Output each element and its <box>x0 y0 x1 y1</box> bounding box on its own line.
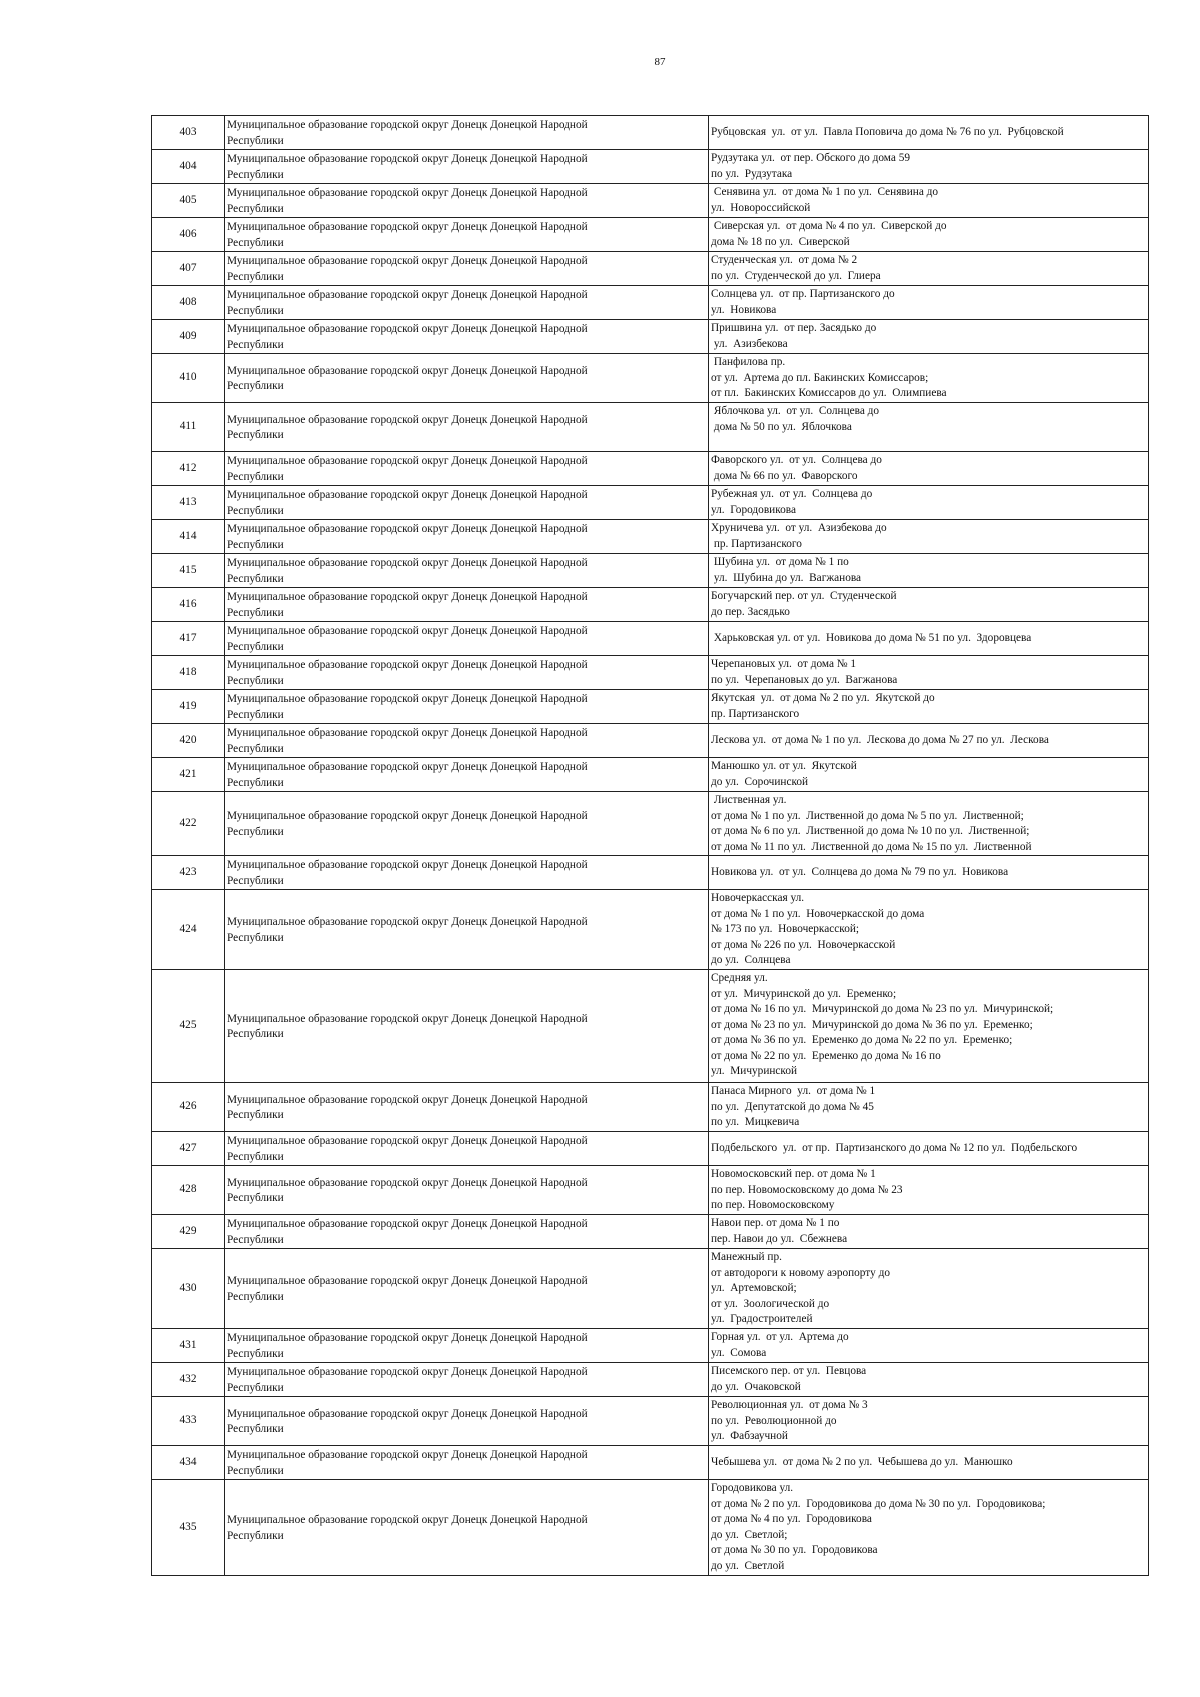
municipality-line: Муниципальное образование городской округ Донецк Донецкой Народной <box>227 1407 588 1420</box>
street-section-cell <box>709 1083 1149 1132</box>
street-section-cell <box>709 1132 1149 1166</box>
municipality-line: Республики <box>227 1192 284 1204</box>
municipality-line: Республики <box>227 1347 284 1360</box>
municipality-line: Муниципальное образование городской округ Донецк Донецкой Народной <box>227 455 588 467</box>
street-section-line: по ул. Депутатской до дома № 45 <box>711 1100 874 1113</box>
municipality-cell <box>225 1363 709 1397</box>
street-section-cell <box>709 1480 1149 1576</box>
municipality-line: Муниципальное образование городской округ Донецк Донецкой Народной <box>227 221 588 233</box>
municipality-cell <box>225 286 709 320</box>
municipality-line: Муниципальное образование городской округ Донецк Донецкой Народной <box>227 1093 588 1106</box>
street-section-line: Революционная ул. от дома № 3 <box>711 1399 868 1411</box>
row-number: 415 <box>152 554 225 588</box>
street-section-line: до ул. Солнцева <box>711 954 791 966</box>
street-section-line: ул. Новороссийской <box>711 201 811 214</box>
street-section-cell <box>709 520 1149 554</box>
street-section-line: дома № 50 по ул. Яблочкова <box>711 420 852 433</box>
municipality-cell <box>225 554 709 588</box>
municipality-cell <box>225 724 709 758</box>
table-row <box>152 286 1149 320</box>
municipality-line: Республики <box>227 1464 284 1477</box>
street-section-line: ул. Фабзаучной <box>711 1430 788 1442</box>
municipality-cell <box>225 856 709 890</box>
street-section-line: Хруничева ул. от ул. Азизбекова до <box>711 522 887 534</box>
street-section-line: Средняя ул. <box>711 972 768 984</box>
street-section-line: ул. Новикова <box>711 303 777 316</box>
street-section-line: от дома № 1 по ул. Лиственной до дома № 5 по ул. Лиственной; <box>711 809 1024 822</box>
municipality-line: Муниципальное образование городской округ Донецк Донецкой Народной <box>227 1332 588 1344</box>
municipality-line: Муниципальное образование городской округ Донецк Донецкой Народной <box>227 523 588 535</box>
street-section-line: от дома № 1 по ул. Новочеркасской до дома <box>711 907 925 920</box>
street-section-line: от дома № 30 по ул. Городовикова <box>711 1544 878 1556</box>
municipality-line: Республики <box>227 572 284 585</box>
street-section-cell <box>709 354 1149 403</box>
municipality-line: Муниципальное образование городской округ Донецк Донецкой Народной <box>227 1275 588 1287</box>
street-section-cell <box>709 218 1149 252</box>
municipality-cell <box>225 1446 709 1480</box>
municipality-line: Муниципальное образование городской округ Донецк Донецкой Народной <box>227 916 588 928</box>
street-section-cell <box>709 588 1149 622</box>
municipality-line: Муниципальное образование городской округ Донецк Донецкой Народной <box>227 153 588 165</box>
street-section-line: от ул. Зоологической до <box>711 1297 830 1310</box>
street-section-cell <box>709 758 1149 792</box>
municipality-line: Муниципальное образование городской округ Донецк Донецкой Народной <box>227 557 588 569</box>
street-section-line: Черепановых ул. от дома № 1 <box>711 658 857 670</box>
municipality-line: Муниципальное образование городской округ Донецк Донецкой Народной <box>227 859 588 871</box>
street-section-line: ул. Градостроителей <box>711 1313 813 1325</box>
street-section-line: по пер. Новомосковскому <box>711 1199 835 1211</box>
street-section-line: по ул. Революционной до <box>711 1414 837 1427</box>
table-row <box>152 970 1149 1083</box>
table-row <box>152 856 1149 890</box>
table-row <box>152 1166 1149 1215</box>
street-section-cell <box>709 1446 1149 1480</box>
street-section-line: до ул. Светлой <box>711 1559 785 1572</box>
street-section-line: Городовикова ул. <box>711 1482 794 1494</box>
row-number: 406 <box>152 218 225 252</box>
table-row <box>152 1446 1149 1480</box>
table-row <box>152 1215 1149 1249</box>
street-section-line: Рубежная ул. от ул. Солнцева до <box>711 488 873 500</box>
street-section-line: Чебышева ул. от дома № 2 по ул. Чебышева до ул. Манюшко <box>711 1455 1013 1468</box>
municipality-cell <box>225 1329 709 1363</box>
street-section-line: дома № 66 по ул. Фаворского <box>711 469 858 482</box>
municipality-line: Республики <box>227 429 284 441</box>
municipality-line: Муниципальное образование городской округ Донецк Донецкой Народной <box>227 1449 588 1461</box>
municipality-cell <box>225 792 709 856</box>
municipality-line: Республики <box>227 1290 284 1303</box>
municipality-cell <box>225 1480 709 1576</box>
row-number: 411 <box>152 403 225 452</box>
municipality-line: Муниципальное образование городской округ Донецк Донецкой Народной <box>227 1012 588 1025</box>
municipality-cell <box>225 758 709 792</box>
municipality-cell <box>225 970 709 1083</box>
municipality-line: Республики <box>227 270 284 283</box>
municipality-line: Муниципальное образование городской округ Донецк Донецкой Народной <box>227 1135 588 1147</box>
street-section-line: от дома № 11 по ул. Лиственной до дома № 15 по ул. Лиственной <box>711 840 1032 853</box>
street-section-cell <box>709 856 1149 890</box>
municipality-cell <box>225 1397 709 1446</box>
table-row <box>152 452 1149 486</box>
street-section-cell <box>709 970 1149 1083</box>
municipality-line: Республики <box>227 1529 284 1542</box>
municipality-cell <box>225 184 709 218</box>
row-number: 424 <box>152 890 225 970</box>
row-number: 435 <box>152 1480 225 1576</box>
municipality-line: Муниципальное образование городской округ Донецк Донецкой Народной <box>227 625 588 637</box>
municipality-line: Республики <box>227 825 284 838</box>
municipality-line: Республики <box>227 708 284 721</box>
municipality-line: Республики <box>227 202 284 215</box>
row-number: 412 <box>152 452 225 486</box>
street-section-cell <box>709 486 1149 520</box>
street-section-line: от ул. Артема до пл. Бакинских Комиссаров; <box>711 371 929 384</box>
municipality-line: Муниципальное образование городской округ Донецк Донецкой Народной <box>227 323 588 335</box>
street-section-line: Навои пер. от дома № 1 по <box>711 1217 840 1229</box>
row-number: 418 <box>152 656 225 690</box>
row-number: 432 <box>152 1363 225 1397</box>
municipality-line: Муниципальное образование городской округ Донецк Донецкой Народной <box>227 364 588 377</box>
page-number: 87 <box>654 56 666 68</box>
street-section-line: Сиверская ул. от дома № 4 по ул. Сиверской до <box>711 220 947 232</box>
street-section-cell <box>709 690 1149 724</box>
table-row <box>152 1083 1149 1132</box>
municipality-cell <box>225 890 709 970</box>
municipality-cell <box>225 622 709 656</box>
street-section-line: от дома № 2 по ул. Городовикова до дома № 30 по ул. Городовикова; <box>711 1497 1046 1510</box>
row-number: 403 <box>152 116 225 150</box>
municipality-line: Муниципальное образование городской округ Донецк Донецкой Народной <box>227 187 588 199</box>
street-section-line: от дома № 4 по ул. Городовикова <box>711 1513 872 1525</box>
street-section-line: Новомосковский пер. от дома № 1 <box>711 1168 876 1180</box>
street-section-cell <box>709 656 1149 690</box>
street-section-line: Рубцовская ул. от ул. Павла Поповича до дома № 76 по ул. Рубцовской <box>711 125 1064 138</box>
street-section-cell <box>709 403 1149 452</box>
table-row <box>152 486 1149 520</box>
streets-table <box>151 115 1149 1576</box>
street-section-line: ул. Артемовской; <box>711 1282 797 1294</box>
municipality-line: Муниципальное образование городской округ Донецк Донецкой Народной <box>227 289 588 301</box>
municipality-cell <box>225 218 709 252</box>
street-section-line: Пришвина ул. от пер. Засядько до <box>711 322 877 334</box>
street-section-line: пр. Партизанского <box>711 707 800 720</box>
table-row <box>152 792 1149 856</box>
row-number: 408 <box>152 286 225 320</box>
street-section-line: дома № 18 по ул. Сиверской <box>711 235 850 248</box>
street-section-line: Фаворского ул. от ул. Солнцева до <box>711 454 882 466</box>
row-number: 419 <box>152 690 225 724</box>
street-section-line: по ул. Мицкевича <box>711 1116 800 1128</box>
table-row <box>152 622 1149 656</box>
row-number: 427 <box>152 1132 225 1166</box>
street-section-line: Харьковская ул. от ул. Новикова до дома № 51 по ул. Здоровцева <box>711 631 1032 644</box>
municipality-line: Муниципальное образование городской округ Донецк Донецкой Народной <box>227 1176 588 1189</box>
street-section-line: до пер. Засядько <box>711 605 790 618</box>
table-row <box>152 1329 1149 1363</box>
row-number: 429 <box>152 1215 225 1249</box>
table-row <box>152 252 1149 286</box>
municipality-line: Республики <box>227 1109 284 1121</box>
row-number: 423 <box>152 856 225 890</box>
municipality-cell <box>225 452 709 486</box>
municipality-line: Республики <box>227 606 284 619</box>
table-row <box>152 656 1149 690</box>
street-section-line: Манюшко ул. от ул. Якутской <box>711 760 857 772</box>
municipality-line: Республики <box>227 338 284 351</box>
row-number: 426 <box>152 1083 225 1132</box>
street-section-line: до ул. Светлой; <box>711 1528 788 1541</box>
street-section-cell <box>709 890 1149 970</box>
street-section-cell <box>709 724 1149 758</box>
municipality-line: Республики <box>227 1233 284 1246</box>
municipality-cell <box>225 1249 709 1329</box>
row-number: 431 <box>152 1329 225 1363</box>
row-number: 413 <box>152 486 225 520</box>
street-section-cell <box>709 320 1149 354</box>
street-section-cell <box>709 1249 1149 1329</box>
municipality-line: Муниципальное образование городской округ Донецк Донецкой Народной <box>227 255 588 267</box>
municipality-line: Муниципальное образование городской округ Донецк Донецкой Народной <box>227 1366 588 1378</box>
row-number: 420 <box>152 724 225 758</box>
street-section-line: от дома № 36 по ул. Еременко до дома № 22 по ул. Еременко; <box>711 1034 1013 1046</box>
municipality-cell <box>225 1132 709 1166</box>
street-section-cell <box>709 452 1149 486</box>
street-section-line: Студенческая ул. от дома № 2 <box>711 254 858 266</box>
table-row <box>152 1397 1149 1446</box>
street-section-line: от дома № 23 по ул. Мичуринской до дома № 36 по ул. Еременко; <box>711 1018 1033 1031</box>
row-number: 416 <box>152 588 225 622</box>
street-section-cell <box>709 792 1149 856</box>
street-section-line: Шубина ул. от дома № 1 по <box>711 556 849 568</box>
street-section-line: до ул. Очаковской <box>711 1380 801 1393</box>
street-section-line: по пер. Новомосковскому до дома № 23 <box>711 1183 903 1196</box>
table-row <box>152 758 1149 792</box>
table-body <box>152 116 1149 1576</box>
row-number: 414 <box>152 520 225 554</box>
street-section-line: от автодороги к новому аэропорту до <box>711 1266 890 1279</box>
municipality-line: Республики <box>227 874 284 887</box>
street-section-line: Лиственная ул. <box>711 794 787 806</box>
street-section-cell <box>709 150 1149 184</box>
municipality-line: Республики <box>227 776 284 789</box>
table-row <box>152 520 1149 554</box>
street-section-cell <box>709 622 1149 656</box>
row-number: 404 <box>152 150 225 184</box>
municipality-cell <box>225 252 709 286</box>
municipality-line: Муниципальное образование городской округ Донецк Донецкой Народной <box>227 693 588 705</box>
municipality-line: Муниципальное образование городской округ Донецк Донецкой Народной <box>227 810 588 822</box>
street-section-line: от дома № 22 по ул. Еременко до дома № 16 по <box>711 1049 941 1062</box>
table-row <box>152 354 1149 403</box>
street-section-line: Богучарский пер. от ул. Студенческой <box>711 590 897 602</box>
table-row <box>152 1480 1149 1576</box>
row-number: 410 <box>152 354 225 403</box>
municipality-cell <box>225 656 709 690</box>
row-number: 407 <box>152 252 225 286</box>
street-section-line: по ул. Черепановых до ул. Вагжанова <box>711 673 898 686</box>
municipality-line: Муниципальное образование городской округ Донецк Донецкой Народной <box>227 761 588 773</box>
row-number: 434 <box>152 1446 225 1480</box>
table-row <box>152 554 1149 588</box>
municipality-line: Республики <box>227 380 284 392</box>
municipality-cell <box>225 520 709 554</box>
street-section-cell <box>709 184 1149 218</box>
municipality-cell <box>225 116 709 150</box>
table-row <box>152 150 1149 184</box>
street-section-line: Солнцева ул. от пр. Партизанского до <box>711 288 895 300</box>
street-section-line: от дома № 6 по ул. Лиственной до дома № 10 по ул. Лиственной; <box>711 825 1030 837</box>
municipality-cell <box>225 1215 709 1249</box>
row-number: 421 <box>152 758 225 792</box>
street-section-line: Подбельского ул. от пр. Партизанского до дома № 12 по ул. Подбельского <box>711 1141 1078 1154</box>
municipality-line: Республики <box>227 168 284 181</box>
table-row <box>152 588 1149 622</box>
street-section-cell <box>709 1166 1149 1215</box>
row-number: 425 <box>152 970 225 1083</box>
municipality-line: Республики <box>227 1028 284 1040</box>
municipality-cell <box>225 1166 709 1215</box>
street-section-line: Манежный пр. <box>711 1251 782 1263</box>
municipality-line: Муниципальное образование городской округ Донецк Донецкой Народной <box>227 119 588 131</box>
row-number: 428 <box>152 1166 225 1215</box>
street-section-line: № 173 по ул. Новочеркасской; <box>711 923 860 935</box>
municipality-line: Республики <box>227 134 284 147</box>
street-section-line: Писемского пер. от ул. Певцова <box>711 1365 867 1377</box>
municipality-line: Республики <box>227 304 284 317</box>
table-row <box>152 724 1149 758</box>
row-number: 430 <box>152 1249 225 1329</box>
street-section-line: ул. Сомова <box>711 1346 767 1359</box>
street-section-cell <box>709 1397 1149 1446</box>
municipality-cell <box>225 403 709 452</box>
table-row <box>152 1132 1149 1166</box>
street-section-line: Якутская ул. от дома № 2 по ул. Якутской до <box>711 692 935 704</box>
street-section-line: от ул. Мичуринской до ул. Еременко; <box>711 987 897 1000</box>
municipality-cell <box>225 320 709 354</box>
table-row <box>152 690 1149 724</box>
street-section-cell <box>709 1215 1149 1249</box>
table-row <box>152 320 1149 354</box>
street-section-cell <box>709 252 1149 286</box>
municipality-line: Республики <box>227 640 284 653</box>
municipality-line: Муниципальное образование городской округ Донецк Донецкой Народной <box>227 1514 588 1526</box>
street-section-line: до ул. Сорочинской <box>711 775 809 788</box>
street-section-line: Лескова ул. от дома № 1 по ул. Лескова до дома № 27 по ул. Лескова <box>711 733 1049 746</box>
table-row <box>152 1363 1149 1397</box>
street-section-line: пер. Навои до ул. Сбежнева <box>711 1232 848 1245</box>
row-number: 409 <box>152 320 225 354</box>
street-section-line: от пл. Бакинских Комиссаров до ул. Олимпиева <box>711 387 947 399</box>
row-number: 417 <box>152 622 225 656</box>
street-section-line: по ул. Студенческой до ул. Глиера <box>711 269 881 282</box>
municipality-line: Республики <box>227 538 284 551</box>
municipality-cell <box>225 486 709 520</box>
street-section-line: от дома № 226 по ул. Новочеркасской <box>711 938 896 951</box>
table-row <box>152 184 1149 218</box>
municipality-line: Республики <box>227 1150 284 1163</box>
municipality-cell <box>225 354 709 403</box>
municipality-cell <box>225 150 709 184</box>
municipality-line: Муниципальное образование городской округ Донецк Донецкой Народной <box>227 489 588 501</box>
municipality-line: Республики <box>227 742 284 755</box>
municipality-line: Республики <box>227 504 284 517</box>
municipality-line: Республики <box>227 1381 284 1394</box>
street-section-line: Панфилова пр. <box>711 356 786 368</box>
table-row <box>152 1249 1149 1329</box>
street-section-cell <box>709 554 1149 588</box>
street-section-line: Яблочкова ул. от ул. Солнцева до <box>711 405 880 417</box>
municipality-cell <box>225 1083 709 1132</box>
street-section-cell <box>709 116 1149 150</box>
table-row <box>152 403 1149 452</box>
municipality-line: Республики <box>227 1423 284 1435</box>
row-number: 405 <box>152 184 225 218</box>
street-section-line: по ул. Рудзутака <box>711 167 793 180</box>
municipality-line: Республики <box>227 236 284 249</box>
street-section-cell <box>709 1363 1149 1397</box>
row-number: 422 <box>152 792 225 856</box>
table-row <box>152 116 1149 150</box>
municipality-line: Республики <box>227 931 284 944</box>
street-section-line: Панаса Мирного ул. от дома № 1 <box>711 1085 876 1097</box>
row-number: 433 <box>152 1397 225 1446</box>
street-section-line: от дома № 16 по ул. Мичуринской до дома № 23 по ул. Мичуринской; <box>711 1003 1054 1015</box>
municipality-line: Республики <box>227 674 284 687</box>
street-section-line: Сенявина ул. от дома № 1 по ул. Сенявина до <box>711 186 939 198</box>
municipality-line: Муниципальное образование городской округ Донецк Донецкой Народной <box>227 413 588 426</box>
street-section-line: ул. Городовикова <box>711 503 796 516</box>
street-section-line: пр. Партизанского <box>711 537 802 550</box>
municipality-cell <box>225 588 709 622</box>
street-section-line: ул. Азизбекова <box>711 337 788 350</box>
street-section-line: Рудзутака ул. от пер. Обского до дома 59 <box>711 152 911 164</box>
street-section-cell <box>709 286 1149 320</box>
street-section-line: Новочеркасская ул. <box>711 892 805 904</box>
municipality-line: Муниципальное образование городской округ Донецк Донецкой Народной <box>227 727 588 739</box>
street-section-cell <box>709 1329 1149 1363</box>
municipality-cell <box>225 690 709 724</box>
street-section-line: ул. Шубина до ул. Вагжанова <box>711 571 862 584</box>
table-row <box>152 218 1149 252</box>
municipality-line: Муниципальное образование городской округ Донецк Донецкой Народной <box>227 659 588 671</box>
street-section-line: Новикова ул. от ул. Солнцева до дома № 79 по ул. Новикова <box>711 865 1009 878</box>
table-row <box>152 890 1149 970</box>
street-section-line: Горная ул. от ул. Артема до <box>711 1331 849 1343</box>
municipality-line: Муниципальное образование городской округ Донецк Донецкой Народной <box>227 1218 588 1230</box>
municipality-line: Республики <box>227 470 284 483</box>
street-section-line: ул. Мичуринской <box>711 1065 798 1077</box>
municipality-line: Муниципальное образование городской округ Донецк Донецкой Народной <box>227 591 588 603</box>
